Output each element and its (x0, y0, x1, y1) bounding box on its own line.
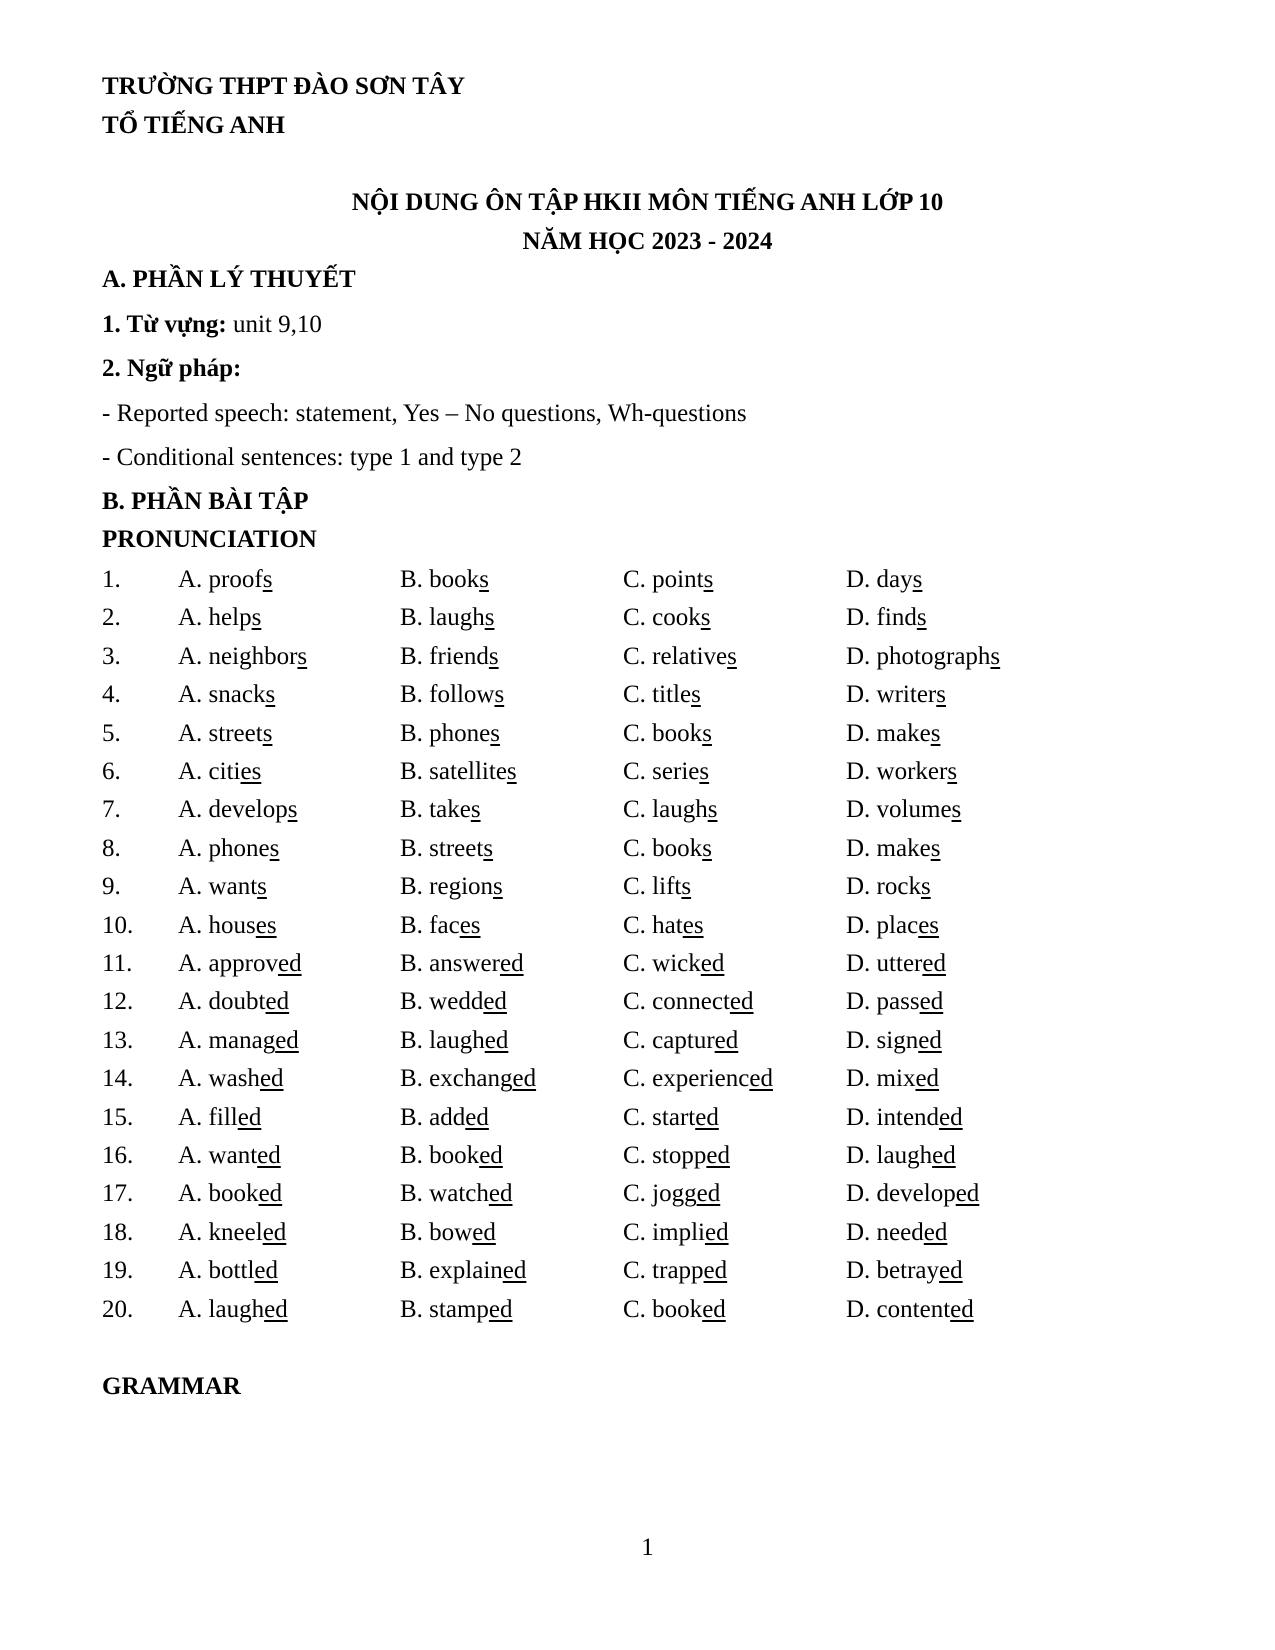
question-number: 3. (102, 642, 121, 670)
option-c (623, 603, 711, 633)
option-b (400, 680, 504, 710)
option-c (623, 680, 701, 710)
underlined-ending: s (506, 758, 517, 785)
option-text: B. satellite (400, 758, 507, 785)
underlined-ending: ed (488, 1295, 513, 1323)
underlined-ending: es (255, 911, 277, 939)
option-text: B. explain (400, 1257, 503, 1285)
option-c (623, 911, 704, 941)
option-d (846, 719, 940, 749)
question-number: 19. (102, 1257, 134, 1285)
option-b (400, 565, 489, 595)
underlined-ending: ed (703, 1257, 728, 1285)
option-text: C. hat (623, 911, 683, 939)
option-a (178, 911, 277, 941)
option-text: D. find (846, 604, 917, 632)
option-text: D. worker (846, 758, 948, 785)
option-text: D. need (846, 1218, 924, 1246)
option-d (846, 642, 1000, 672)
underlined-ending: ed (704, 1218, 729, 1246)
underlined-ending: ed (479, 1142, 503, 1169)
pronunciation-heading: PRONUNCIATION (102, 526, 317, 553)
option-text: A. laugh (178, 1295, 265, 1323)
option-text: D. writer (846, 681, 937, 709)
underlined-ending: ed (277, 950, 302, 977)
option-b (400, 987, 507, 1017)
school-year: NĂM HỌC 2023 - 2024 (522, 228, 773, 255)
underlined-ending: ed (254, 1257, 279, 1285)
underlined-ending: es (682, 911, 704, 939)
exercises-heading: B. PHẦN BÀI TẬP (102, 488, 309, 515)
option-text: B. laugh (400, 1026, 485, 1054)
option-c (623, 987, 754, 1017)
option-text: B. answer (400, 950, 500, 977)
underlined-ending: ed (702, 1295, 726, 1323)
question-number: 2. (102, 604, 121, 632)
option-a (178, 1179, 282, 1209)
underlined-ending: ed (472, 1218, 496, 1246)
option-text: C. laugh (623, 796, 708, 824)
question-number: 13. (102, 1026, 134, 1054)
option-c (623, 1179, 720, 1209)
option-text: A. snack (178, 681, 266, 709)
option-text: C. impli (623, 1218, 705, 1246)
option-c (623, 1064, 773, 1094)
option-c (623, 834, 712, 864)
department-name: TỔ TIẾNG ANH (102, 112, 285, 139)
option-d (846, 603, 927, 633)
underlined-ending: ed (729, 988, 754, 1016)
option-d (846, 872, 931, 902)
option-text: D. photograph (846, 642, 991, 670)
option-text: D. content (846, 1295, 951, 1323)
option-text: D. make (846, 719, 931, 747)
underlined-ending: ed (512, 1065, 537, 1093)
option-d (846, 1103, 963, 1133)
option-a (178, 1295, 288, 1325)
option-b (400, 719, 500, 749)
option-text: B. bow (400, 1218, 473, 1246)
option-d (846, 911, 939, 941)
option-a (178, 1141, 281, 1171)
option-b (400, 603, 494, 633)
option-text: D. mix (846, 1065, 916, 1093)
underlined-ending: s (681, 873, 692, 901)
page-number: 1 (641, 1534, 654, 1561)
option-a (178, 1103, 261, 1133)
question-number: 5. (102, 719, 121, 747)
option-b (400, 872, 503, 902)
underlined-ending: s (930, 719, 941, 747)
option-text: A. proof (178, 566, 263, 593)
option-text: D. laugh (846, 1142, 933, 1169)
option-text: A. book (178, 1180, 259, 1208)
option-b (400, 911, 481, 941)
underlined-ending: ed (484, 1026, 509, 1054)
option-text: D. rock (846, 873, 921, 901)
option-text: C. book (623, 1295, 703, 1323)
underlined-ending: s (479, 566, 489, 593)
underlined-ending: ed (915, 1065, 940, 1093)
underlined-ending: s (287, 796, 298, 824)
underlined-ending: s (951, 796, 962, 824)
question-number: 6. (102, 758, 121, 785)
underlined-ending: ed (923, 1218, 948, 1246)
underlined-ending: s (483, 834, 494, 862)
option-text: A. manag (178, 1026, 276, 1054)
underlined-ending: es (240, 758, 262, 785)
option-b (400, 1256, 526, 1286)
underlined-ending: ed (918, 1026, 942, 1054)
option-text: D. sign (846, 1026, 919, 1054)
option-c (623, 642, 737, 672)
underlined-ending: s (703, 566, 714, 593)
option-text: A. approv (178, 950, 278, 977)
question-number: 10. (102, 911, 134, 939)
option-d (846, 949, 946, 979)
option-text: C. trapp (623, 1257, 704, 1285)
underlined-ending: ed (257, 1142, 281, 1169)
question-number: 14. (102, 1065, 134, 1093)
question-number: 16. (102, 1142, 134, 1169)
option-d (846, 1064, 939, 1094)
underlined-ending: s (707, 796, 718, 824)
underlined-ending: s (727, 642, 737, 670)
option-d (846, 834, 940, 864)
option-d (846, 1295, 974, 1325)
option-b (400, 757, 517, 787)
option-text: C. title (623, 681, 692, 709)
option-text: B. add (400, 1103, 466, 1131)
option-text: A. want (178, 873, 258, 901)
option-text: A. phone (178, 834, 270, 862)
option-text: A. street (178, 719, 263, 747)
option-c (623, 757, 709, 787)
option-text: A. citi (178, 758, 241, 785)
underlined-ending: ed (488, 1180, 513, 1208)
option-c (623, 1141, 730, 1171)
option-a (178, 680, 275, 710)
underlined-ending: s (916, 604, 927, 632)
underlined-ending: ed (955, 1180, 980, 1208)
option-text: C. book (623, 719, 703, 747)
underlined-ending: s (488, 642, 499, 670)
option-b (400, 1141, 503, 1171)
underlined-ending: ed (483, 988, 507, 1016)
option-a (178, 1256, 278, 1286)
option-b (400, 1295, 513, 1325)
option-b (400, 642, 499, 672)
vocab-line (102, 310, 322, 340)
underlined-ending: ed (502, 1257, 527, 1285)
underlined-ending: ed (258, 1180, 283, 1208)
question-number: 15. (102, 1103, 134, 1131)
underlined-ending: s (262, 719, 273, 747)
question-number: 9. (102, 873, 121, 901)
option-c (623, 719, 712, 749)
underlined-ending: s (920, 873, 931, 901)
option-d (846, 1026, 942, 1056)
question-number: 7. (102, 796, 121, 824)
option-text: C. experienc (623, 1065, 750, 1093)
option-text: B. phone (400, 719, 491, 747)
underlined-ending: ed (714, 1026, 739, 1054)
option-text: D. day (846, 566, 913, 593)
underlined-ending: ed (939, 1103, 963, 1131)
option-a (178, 603, 261, 633)
option-text: D. betray (846, 1257, 940, 1285)
underlined-ending: ed (939, 1257, 963, 1285)
underlined-ending: ed (706, 1142, 730, 1169)
underlined-ending: ed (922, 950, 946, 977)
question-number: 1. (102, 566, 121, 593)
option-d (846, 1179, 979, 1209)
option-c (623, 872, 691, 902)
option-a (178, 987, 289, 1017)
option-text: C. relative (623, 642, 728, 670)
underlined-ending: ed (700, 950, 725, 977)
underlined-ending: ed (932, 1142, 956, 1169)
grammar-label: 2. Ngữ pháp: (102, 355, 242, 382)
option-text: D. intend (846, 1103, 940, 1131)
underlined-ending: s (699, 758, 710, 785)
question-number: 8. (102, 834, 121, 862)
option-a (178, 1218, 286, 1248)
question-number: 17. (102, 1180, 134, 1208)
option-text: B. friend (400, 642, 489, 670)
option-text: B. stamp (400, 1295, 489, 1323)
option-a (178, 834, 279, 864)
option-text: D. utter (846, 950, 923, 977)
option-d (846, 1141, 956, 1171)
option-text: B. wedd (400, 988, 484, 1016)
theory-heading: A. PHẦN LÝ THUYẾT (102, 266, 356, 293)
option-text: D. volume (846, 796, 952, 824)
underlined-ending: s (490, 719, 501, 747)
option-text: C. wick (623, 950, 701, 977)
underlined-ending: es (918, 911, 940, 939)
option-text: D. make (846, 834, 931, 862)
underlined-ending: s (700, 604, 711, 632)
option-c (623, 1295, 726, 1325)
underlined-ending: s (484, 604, 495, 632)
option-a (178, 1026, 299, 1056)
option-d (846, 1218, 947, 1248)
vocab-label: 1. Từ vựng: (102, 311, 227, 338)
option-a (178, 1064, 284, 1094)
option-d (846, 565, 922, 595)
underlined-ending: s (493, 873, 503, 901)
option-a (178, 949, 302, 979)
question-number: 11. (102, 950, 133, 977)
option-text: B. follow (400, 681, 495, 709)
option-c (623, 1218, 729, 1248)
underlined-ending: ed (262, 1218, 287, 1246)
question-number: 4. (102, 681, 121, 709)
option-a (178, 795, 297, 825)
option-text: A. develop (178, 796, 288, 824)
underlined-ending: s (702, 719, 712, 747)
underlined-ending: ed (237, 1103, 262, 1131)
grammar-bullet-reported-speech: - Reported speech: statement, Yes – No questions, Wh-questions (102, 400, 747, 427)
underlined-ending: s (494, 681, 505, 709)
option-text: C. stopp (623, 1142, 707, 1169)
option-text: A. hous (178, 911, 256, 939)
option-c (623, 1026, 738, 1056)
option-text: C. lift (623, 873, 682, 901)
option-a (178, 719, 272, 749)
option-b (400, 795, 481, 825)
grammar-bullet-conditionals: - Conditional sentences: type 1 and type 2 (102, 444, 523, 471)
underlined-ending: s (936, 681, 946, 709)
underlined-ending: s (947, 758, 958, 785)
option-text: B. book (400, 566, 480, 593)
option-text: B. laugh (400, 604, 485, 632)
option-text: A. bottl (178, 1257, 255, 1285)
option-text: A. neighbor (178, 642, 298, 670)
underlined-ending: ed (499, 950, 524, 977)
question-number: 18. (102, 1218, 134, 1246)
option-text: D. plac (846, 911, 919, 939)
option-d (846, 757, 957, 787)
option-a (178, 565, 272, 595)
option-text: A. want (178, 1142, 258, 1169)
option-a (178, 642, 307, 672)
option-c (623, 795, 717, 825)
option-b (400, 1064, 536, 1094)
option-a (178, 872, 267, 902)
option-d (846, 987, 943, 1017)
underlined-ending: s (912, 566, 923, 593)
option-text: B. street (400, 834, 484, 862)
option-text: D. develop (846, 1180, 956, 1208)
option-b (400, 1179, 512, 1209)
option-b (400, 949, 524, 979)
option-c (623, 949, 724, 979)
option-b (400, 1103, 489, 1133)
underlined-ending: ed (749, 1065, 773, 1093)
underlined-ending: s (990, 642, 1001, 670)
question-number: 20. (102, 1295, 134, 1323)
underlined-ending: ed (950, 1295, 974, 1323)
document-title: NỘI DUNG ÔN TẬP HKII MÔN TIẾNG ANH LỚP 10 (351, 189, 944, 216)
option-text: D. pass (846, 988, 920, 1016)
option-b (400, 834, 493, 864)
option-text: B. watch (400, 1180, 489, 1208)
option-text: A. wash (178, 1065, 260, 1093)
underlined-ending: s (297, 642, 308, 670)
option-text: C. serie (623, 758, 700, 785)
school-name: TRƯỜNG THPT ĐÀO SƠN TÂY (102, 73, 466, 100)
option-text: C. book (623, 834, 703, 862)
option-text: A. fill (178, 1103, 238, 1131)
underlined-ending: ed (695, 1103, 719, 1131)
option-text: A. kneel (178, 1218, 263, 1246)
option-d (846, 680, 946, 710)
option-c (623, 565, 713, 595)
underlined-ending: ed (696, 1180, 721, 1208)
underlined-ending: s (265, 681, 276, 709)
option-text: B. book (400, 1142, 480, 1169)
option-text: C. point (623, 566, 704, 593)
option-text: A. doubt (178, 988, 266, 1016)
option-c (623, 1103, 719, 1133)
option-text: A. help (178, 604, 252, 632)
underlined-ending: s (930, 834, 941, 862)
vocab-value: unit 9,10 (226, 311, 322, 338)
option-text: C. start (623, 1103, 696, 1131)
question-number: 12. (102, 988, 134, 1016)
option-text: B. take (400, 796, 471, 824)
underlined-ending: s (257, 873, 267, 901)
option-text: B. region (400, 873, 494, 901)
grammar-heading: GRAMMAR (102, 1373, 241, 1400)
underlined-ending: ed (465, 1103, 489, 1131)
underlined-ending: ed (919, 988, 944, 1016)
underlined-ending: s (702, 834, 712, 862)
option-b (400, 1218, 496, 1248)
underlined-ending: ed (265, 988, 290, 1016)
option-text: B. exchang (400, 1065, 513, 1093)
underlined-ending: s (269, 834, 280, 862)
underlined-ending: s (470, 796, 481, 824)
option-b (400, 1026, 508, 1056)
option-d (846, 795, 961, 825)
underlined-ending: ed (264, 1295, 288, 1323)
option-text: C. jogg (623, 1180, 697, 1208)
underlined-ending: es (459, 911, 481, 939)
underlined-ending: s (262, 566, 273, 593)
underlined-ending: ed (259, 1065, 284, 1093)
option-a (178, 757, 261, 787)
option-text: B. fac (400, 911, 460, 939)
option-d (846, 1256, 963, 1286)
underlined-ending: s (691, 681, 701, 709)
option-text: C. connect (623, 988, 730, 1016)
option-text: C. captur (623, 1026, 715, 1054)
underlined-ending: s (251, 604, 262, 632)
underlined-ending: ed (275, 1026, 299, 1054)
option-c (623, 1256, 727, 1286)
option-text: C. cook (623, 604, 701, 632)
